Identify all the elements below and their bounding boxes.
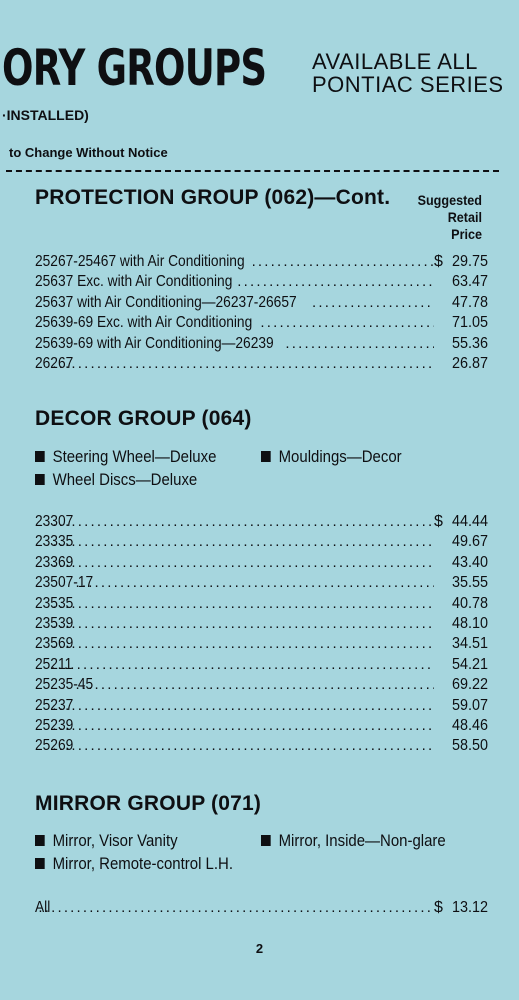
row-price: 58.50: [451, 737, 488, 755]
feature-label: Mirror, Inside—Non-glare: [278, 831, 446, 850]
row-price: 29.75: [451, 253, 488, 270]
row-label: 23539: [35, 614, 74, 632]
mirror-group-title: MIRROR GROUP (071): [35, 792, 262, 815]
mirror-features: [35, 829, 495, 875]
price-head-line2: Retail: [447, 209, 482, 225]
row-label: 23307: [35, 513, 74, 530]
price-row: [35, 553, 488, 573]
protection-price-list: [35, 252, 488, 374]
row-label: All: [35, 899, 51, 916]
row-label: 23535: [35, 594, 74, 612]
bullet-square-icon: [261, 835, 271, 846]
row-label: 25267-25467 with Air Conditioning: [35, 253, 245, 270]
row-price: 71.05: [451, 314, 488, 332]
price-row: [35, 532, 488, 552]
dot-leader: [285, 334, 434, 354]
header-title: ORY GROUPS: [2, 39, 267, 97]
row-label: 25211: [35, 655, 73, 673]
dot-leader: [237, 272, 434, 292]
row-label: 23335: [35, 533, 74, 551]
row-price: 35.55: [451, 574, 488, 592]
dot-leader: [260, 313, 434, 333]
dashed-divider: [6, 170, 499, 172]
row-price: 34.51: [451, 635, 488, 653]
price-column-header: [414, 192, 482, 243]
price-row: [35, 252, 488, 272]
row-label: 25637 Exc. with Air Conditioning: [35, 273, 233, 291]
dot-leader: [52, 634, 434, 654]
row-price: 40.78: [451, 594, 488, 612]
bullet-square-icon: [35, 451, 45, 462]
row-price: 48.46: [451, 716, 488, 734]
feature-label: Mirror, Remote-control L.H.: [52, 854, 233, 873]
page-number: 2: [255, 941, 264, 956]
row-label: 26267: [35, 354, 74, 372]
row-price: 47.78: [451, 293, 488, 311]
feature-item: [261, 445, 402, 468]
row-label: 25269: [35, 737, 74, 755]
protection-group-title: PROTECTION GROUP (062)—Cont.: [35, 186, 391, 209]
decor-group-title: DECOR GROUP (064): [35, 407, 252, 430]
row-price: 54.21: [451, 655, 488, 673]
row-price: 55.36: [451, 334, 488, 352]
dot-leader: [52, 354, 434, 374]
row-label: 25235-45: [35, 676, 94, 694]
header-subtitle: [312, 50, 504, 96]
row-price: 48.10: [451, 614, 488, 632]
row-label: 25239: [35, 716, 74, 734]
dot-leader: [52, 532, 434, 552]
bullet-square-icon: [261, 451, 271, 462]
price-row: [35, 736, 488, 756]
dot-leader: [52, 696, 434, 716]
row-price: 69.22: [451, 676, 488, 694]
price-row: [35, 354, 488, 374]
row-price: 13.12: [451, 899, 488, 916]
price-row: [35, 573, 488, 593]
row-label: 23369: [35, 553, 74, 571]
price-row: [35, 675, 488, 695]
price-row: [35, 655, 488, 675]
feature-label: Mirror, Visor Vanity: [52, 831, 178, 850]
decor-features: [35, 445, 495, 491]
feature-item: [35, 468, 197, 491]
dot-leader: [75, 573, 434, 593]
feature-item: [35, 829, 234, 852]
dot-leader: [52, 553, 434, 573]
feature-item: [35, 852, 233, 875]
feature-label: Wheel Discs—Deluxe: [52, 470, 198, 489]
row-label: 25639-69 Exc. with Air Conditioning: [35, 314, 253, 332]
header-subtitle-line1: AVAILABLE ALL: [312, 49, 478, 74]
dot-leader: [52, 736, 434, 756]
row-label: 25639-69 with Air Conditioning—26239: [35, 334, 274, 352]
header-subtitle-line2: PONTIAC SERIES: [312, 72, 504, 97]
row-label: 23507-17: [35, 574, 94, 592]
price-row: [35, 696, 488, 716]
row-label: 23569: [35, 635, 74, 653]
bullet-square-icon: [35, 835, 45, 846]
feature-row: [35, 445, 495, 468]
mirror-price-list: [35, 898, 488, 918]
dot-leader: [35, 898, 434, 918]
price-row: [35, 512, 488, 532]
currency-symbol: $: [434, 253, 443, 270]
price-head-line3: Price: [451, 226, 482, 242]
row-label: 25237: [35, 696, 74, 714]
row-price: 63.47: [451, 273, 488, 291]
price-row: [35, 293, 488, 313]
feature-label: Mouldings—Decor: [278, 447, 402, 466]
price-row: [35, 313, 488, 333]
feature-item: [261, 829, 446, 852]
row-price: 49.67: [451, 533, 488, 551]
feature-row: [35, 468, 495, 491]
price-row: [35, 716, 488, 736]
installed-note: ·INSTALLED): [2, 107, 89, 123]
row-price: 26.87: [451, 354, 488, 372]
feature-row: [35, 852, 495, 875]
price-row: [35, 272, 488, 292]
row-label: 25637 with Air Conditioning—26237-26657: [35, 293, 297, 311]
currency-symbol: $: [434, 513, 443, 530]
change-notice: to Change Without Notice: [9, 145, 168, 160]
dot-leader: [252, 252, 434, 272]
currency-symbol: $: [434, 899, 443, 916]
price-head-line1: Suggested: [417, 192, 482, 208]
dot-leader: [51, 655, 434, 675]
row-price: 43.40: [451, 553, 488, 571]
row-price: 59.07: [451, 696, 488, 714]
bullet-square-icon: [35, 858, 45, 869]
price-row: [35, 634, 488, 654]
feature-item: [35, 445, 234, 468]
dot-leader: [52, 594, 434, 614]
dot-leader: [52, 614, 434, 634]
feature-row: [35, 829, 495, 852]
dot-leader: [75, 675, 434, 695]
feature-label: Steering Wheel—Deluxe: [52, 447, 217, 466]
dot-leader: [312, 293, 434, 313]
price-row: [35, 614, 488, 634]
price-row: [35, 898, 488, 918]
dot-leader: [52, 716, 434, 736]
decor-price-list: [35, 512, 488, 757]
dot-leader: [52, 512, 434, 532]
row-price: 44.44: [451, 513, 488, 530]
price-row: [35, 594, 488, 614]
bullet-square-icon: [35, 474, 45, 485]
price-row: [35, 334, 488, 354]
